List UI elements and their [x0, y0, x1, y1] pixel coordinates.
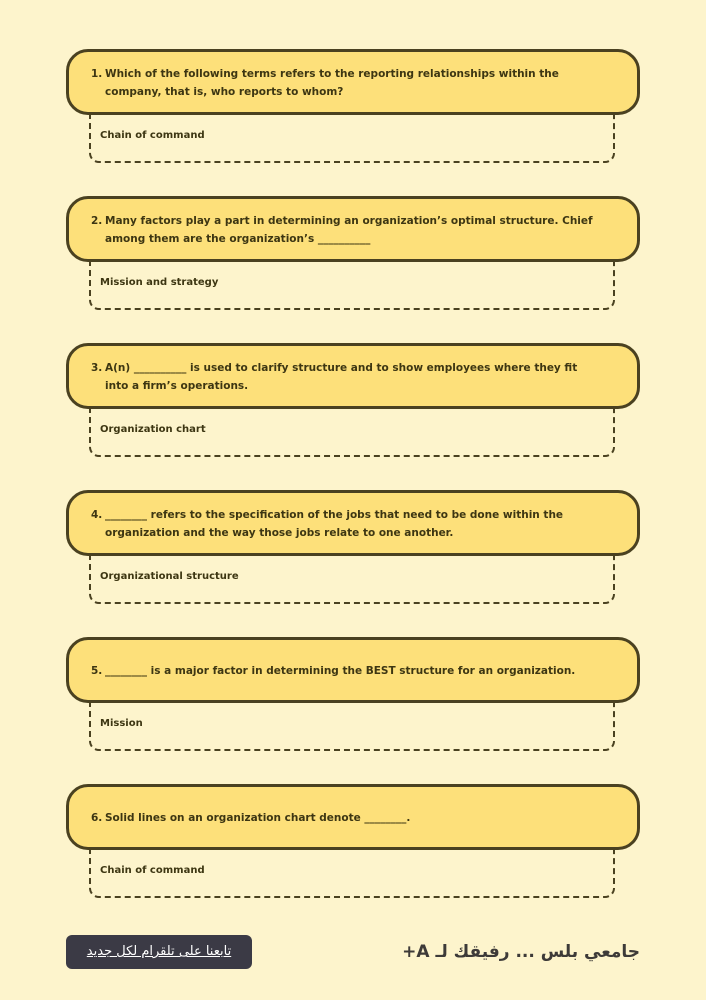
- question-text-5: [91, 662, 617, 680]
- question-line-2: company, that is, who reports to whom?: [105, 86, 344, 98]
- question-line-2: into a firm’s operations.: [105, 380, 249, 392]
- qa-block-6: [66, 784, 640, 898]
- question-line-1: ________ refers to the specification of the jobs that need to be done within the: [105, 509, 564, 521]
- question-text-1: [91, 65, 617, 101]
- answer-text-2: Mission and strategy: [100, 277, 219, 288]
- question-number: 4.: [91, 509, 103, 521]
- answer-box-3: [89, 403, 615, 457]
- question-line-2: organization and the way those jobs relate to one another.: [105, 527, 454, 539]
- answer-box-1: [89, 109, 615, 163]
- qa-block-3: [66, 343, 640, 457]
- answer-text-6: Chain of command: [100, 865, 205, 876]
- question-text-6: [91, 809, 617, 827]
- question-text-2: [91, 212, 617, 248]
- qa-block-5: [66, 637, 640, 751]
- telegram-follow-button[interactable]: تابعنا على تلقرام لكل جديد: [66, 935, 252, 969]
- question-line-1: Solid lines on an organization chart denote ________.: [105, 812, 411, 824]
- question-line-1: Which of the following terms refers to the reporting relationships within the: [105, 68, 559, 80]
- question-number: 5.: [91, 665, 103, 677]
- question-number: 6.: [91, 812, 103, 824]
- question-line-1: A(n) __________ is used to clarify structure and to show employees where they fit: [105, 362, 578, 374]
- question-number: 2.: [91, 215, 103, 227]
- answer-text-1: Chain of command: [100, 130, 205, 141]
- answer-box-5: [89, 697, 615, 751]
- question-text-4: [91, 506, 617, 542]
- question-card-6: [66, 784, 640, 850]
- qa-block-2: [66, 196, 640, 310]
- answer-box-4: [89, 550, 615, 604]
- qa-block-1: [66, 49, 640, 163]
- question-line-2: among them are the organization’s __________: [105, 233, 371, 245]
- answer-text-5: Mission: [100, 718, 143, 729]
- question-number: 1.: [91, 68, 103, 80]
- question-line-1: Many factors play a part in determining an organization’s optimal structure. Chief: [105, 215, 593, 227]
- question-card-5: [66, 637, 640, 703]
- answer-box-6: [89, 844, 615, 898]
- question-card-2: [66, 196, 640, 262]
- question-line-1: ________ is a major factor in determining the BEST structure for an organization.: [105, 665, 576, 677]
- question-number: 3.: [91, 362, 103, 374]
- question-card-1: [66, 49, 640, 115]
- answer-box-2: [89, 256, 615, 310]
- answer-text-3: Organization chart: [100, 424, 206, 435]
- answer-text-4: Organizational structure: [100, 571, 239, 582]
- question-card-4: [66, 490, 640, 556]
- question-text-3: [91, 359, 617, 395]
- brand-tagline: جامعي بلس ... رفيقك لـ A+: [402, 942, 640, 962]
- question-card-3: [66, 343, 640, 409]
- qa-block-4: [66, 490, 640, 604]
